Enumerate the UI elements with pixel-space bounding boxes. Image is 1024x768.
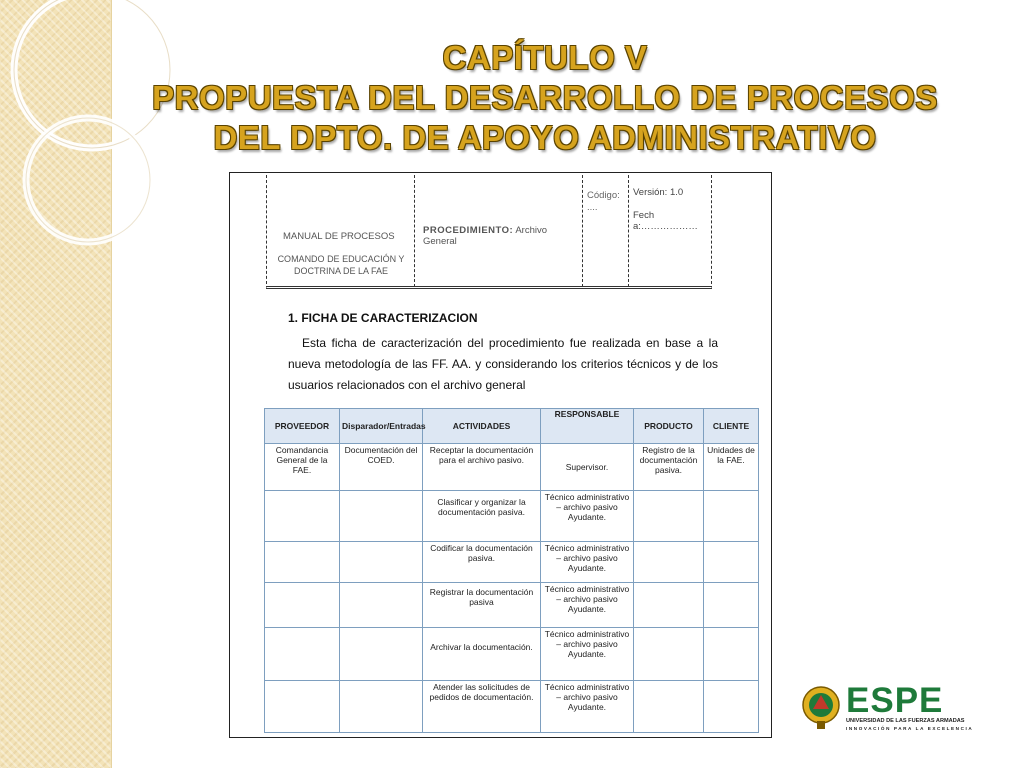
codigo-text [587, 190, 620, 214]
cell-disparador [340, 542, 423, 583]
table-row [265, 583, 759, 628]
cell-cliente [704, 542, 759, 583]
cell-actividad: Codificar la documentación pasiva. [423, 542, 541, 583]
cell-proveedor [265, 681, 340, 733]
document-header [266, 175, 712, 289]
cell-responsable: Técnico administrativo – archivo pasivo Ayudante. [541, 681, 634, 733]
espe-wordmark: ESPE [846, 681, 944, 720]
cell-disparador [340, 491, 423, 542]
cell-cliente [704, 491, 759, 542]
header-cliente: CLIENTE [704, 409, 759, 444]
espe-logo [800, 681, 974, 735]
cell-actividad: Archivar la documentación. [423, 628, 541, 681]
cell-actividad: Receptar la documentación para el archivo pasivo. [423, 444, 541, 491]
cell-disparador [340, 628, 423, 681]
header-col-version [629, 175, 713, 287]
manual-label: MANUAL DE PROCESOS [283, 231, 395, 242]
cell-responsable: Técnico administrativo – archivo pasivo Ayudante. [541, 491, 634, 542]
cell-cliente: Unidades de la FAE. [704, 444, 759, 491]
comando-label: COMANDO DE EDUCACIÓN Y DOCTRINA DE LA FAE [277, 254, 405, 276]
table-row [265, 681, 759, 733]
title-line-1: CAPÍTULO V [442, 39, 648, 76]
cell-responsable: Técnico administrativo – archivo pasivo Ayudante. [541, 542, 634, 583]
cell-producto: Registro de la documentación pasiva. [634, 444, 704, 491]
header-disparador: Disparador/Entradas [340, 409, 423, 444]
cell-proveedor [265, 491, 340, 542]
section-paragraph: Esta ficha de caracterización del procedimiento fue realizada en base a la nueva metodología de las FF. AA. y considerando los criterios técnicos y de los usuarios relacionados con el archivo general [288, 336, 718, 392]
header-proveedor: PROVEEDOR [265, 409, 340, 444]
title-line-2: PROPUESTA DEL DESARROLLO DE PROCESOS [152, 79, 938, 116]
header-actividades: ACTIVIDADES [423, 409, 541, 444]
header-col-manual [267, 175, 415, 287]
cell-proveedor: Comandancia General de la FAE. [265, 444, 340, 491]
document-image [229, 172, 772, 738]
procedimiento-label: PROCEDIMIENTO: [423, 225, 514, 236]
cell-proveedor [265, 628, 340, 681]
cell-producto [634, 583, 704, 628]
cell-disparador [340, 681, 423, 733]
cell-cliente [704, 583, 759, 628]
header-responsable: RESPONSABLE [541, 409, 634, 444]
table-row [265, 491, 759, 542]
procedimiento-text [423, 225, 582, 247]
slide-title [80, 38, 1010, 158]
cell-producto [634, 491, 704, 542]
table-header-row [265, 409, 759, 444]
cell-producto [634, 542, 704, 583]
cell-disparador: Documentación del COED. [340, 444, 423, 491]
espe-emblem-icon [800, 683, 842, 731]
cell-responsable: Técnico administrativo – archivo pasivo Ayudante. [541, 628, 634, 681]
header-col-codigo [583, 175, 629, 287]
cell-responsable: Supervisor. [541, 444, 634, 491]
espe-tagline: INNOVACIÓN PARA LA EXCELENCIA [846, 726, 974, 731]
cell-cliente [704, 681, 759, 733]
table-row [265, 444, 759, 491]
ficha-table [264, 408, 759, 733]
table-row [265, 542, 759, 583]
version-label: Versión: 1.0 [633, 187, 684, 198]
cell-proveedor [265, 542, 340, 583]
cell-actividad: Clasificar y organizar la documentación pasiva. [423, 491, 541, 542]
codigo-value: .... [587, 202, 598, 213]
fecha-label: Fecha:……………… [633, 210, 698, 232]
title-line-3: DEL DPTO. DE APOYO ADMINISTRATIVO [213, 119, 877, 156]
header-producto: PRODUCTO [634, 409, 704, 444]
cell-cliente [704, 628, 759, 681]
table-row [265, 628, 759, 681]
cell-proveedor [265, 583, 340, 628]
cell-producto [634, 628, 704, 681]
cell-producto [634, 681, 704, 733]
cell-responsable: Técnico administrativo – archivo pasivo Ayudante. [541, 583, 634, 628]
procedimiento-value: Archivo General [423, 225, 548, 247]
header-col-procedimiento [415, 175, 583, 287]
codigo-label: Código: [587, 190, 620, 201]
cell-disparador [340, 583, 423, 628]
section-title: 1. FICHA DE CARACTERIZACION [288, 311, 478, 325]
espe-subtitle: UNIVERSIDAD DE LAS FUERZAS ARMADAS [846, 718, 965, 724]
cell-actividad: Registrar la documentación pasiva [423, 583, 541, 628]
cell-actividad: Atender las solicitudes de pedidos de documentación. [423, 681, 541, 733]
